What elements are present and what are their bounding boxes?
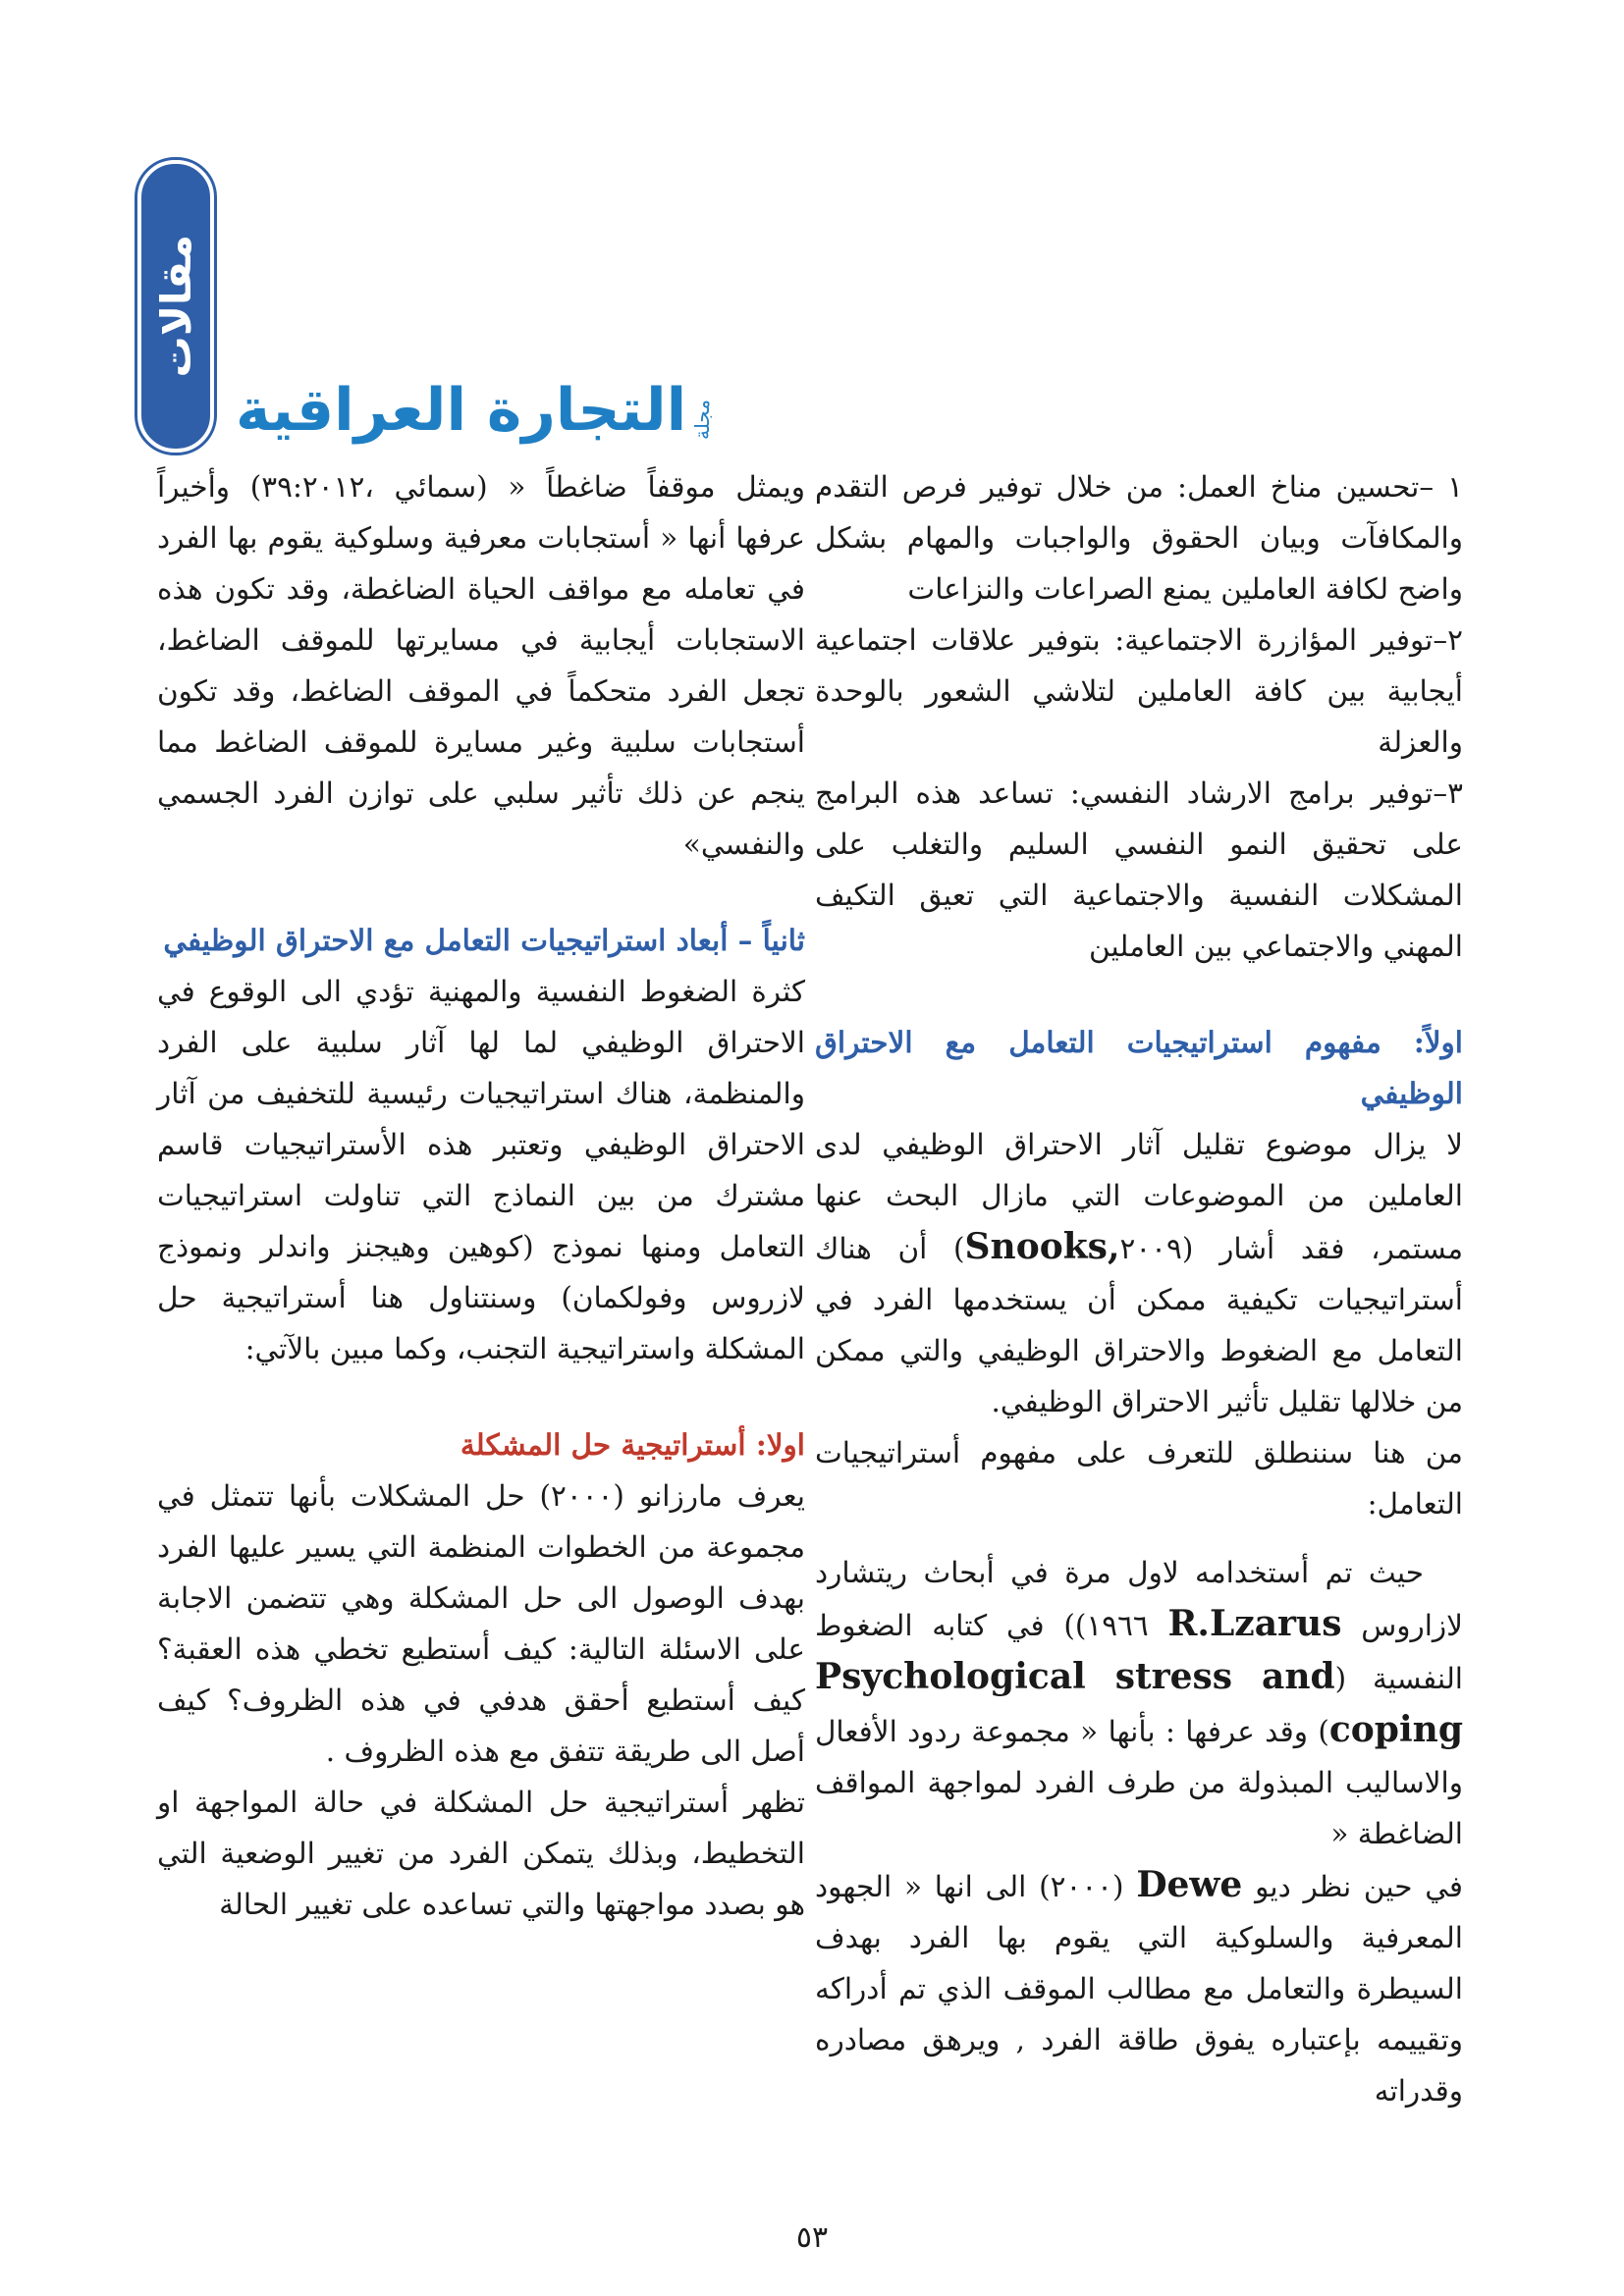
paragraph: [815, 1547, 1463, 1859]
text-run: ١٩٦٦)) في كتابه الضغوط النفسية (: [815, 1609, 1464, 1695]
paragraph: [815, 1119, 1463, 1427]
section-heading: اولاً: مفهوم استراتيجيات التعامل مع الاحتراق الوظيفي: [815, 1025, 1463, 1110]
paragraph: ٢–توفير المؤازرة الاجتماعية: بتوفير علاقات اجتماعية أيجابية بين كافة العاملين لتلاشي الشعور بالوحدة والعزلة: [815, 623, 1463, 759]
text-run: لا يزال موضوع تقليل آثار الاحتراق الوظيفي لدى العاملين من الموضوعات التي مازال البحث عنها مستمر، فقد أشار (: [815, 1128, 1464, 1265]
magazine-masthead: [236, 361, 715, 445]
text-run: في حين نظر ديو: [1242, 1870, 1463, 1903]
right-column: [815, 461, 1463, 2116]
latin-term: Dewe: [1136, 1864, 1243, 1905]
text-run: ٢٠٠٩) أن هناك أستراتيجيات تكيفية ممكن أن يستخدمها الفرد في التعامل مع الضغوط والاحتراق الوظيفي والتي ممكن من خلالها تقليل تأثير الاحتراق الوظيفي.: [815, 1232, 1463, 1418]
paragraph: يعرف مارزانو (٢٠٠٠) حل المشكلات بأنها تتمثل في مجموعة من الخطوات المنظمة التي يسير عليها الفرد بهدف الوصول الى حل المشكلة وهي تتضمن الاجابة على الاسئلة التالية: كيف أستطيع تخطي هذه العقبة؟ كيف أستطيع أحقق هدفي في هذه الظروف؟ كيف أصل الى طريقة تتفق مع هذه الظروف .: [157, 1479, 805, 1768]
latin-term: R.Lzarus: [1167, 1603, 1342, 1644]
latin-term: Snooks,: [964, 1226, 1120, 1267]
paragraph: [815, 1859, 1463, 2116]
subsection-heading: اولا: أستراتيجية حل المشكلة: [460, 1427, 805, 1462]
magazine-tag: مجلة: [690, 400, 715, 440]
section-tab: [137, 160, 214, 453]
section-label: مقالات: [151, 235, 200, 378]
text-run: ) وقد عرفها : بأنها « مجموعة ردود الأفعال والاساليب المبذولة من طرف الفرد لمواجهة المواقف الضاغطة «: [815, 1715, 1463, 1850]
text-run: حيث تم أستخدامه لاول مرة في أبحاث ريتشارد لازاروس: [815, 1556, 1463, 1642]
paragraph: ويمثل موقفاً ضاغطاً « (سمائي ،٣٩:٢٠١٢) وأخيراً عرفها أنها « أستجابات معرفية وسلوكية يقوم بها الفرد في تعامله مع مواقف الحياة الضاغطة، وقد تكون هذه الاستجابات أيجابية في مسايرتها للموقف الضاغط، تجعل الفرد متحكماً في الموقف الضاغط، وقد تكون أستجابات سلبية وغير مسايرة للموقف الضاغط مما ينجم عن ذلك تأثير سلبي على توازن الفرد الجسمي والنفسي»: [157, 470, 805, 861]
paragraph: تظهر أستراتيجية حل المشكلة في حالة المواجهة او التخطيط، وبذلك يتمكن الفرد من تغيير الوضعية التي هو بصدد مواجهتها والتي تساعده على تغيير الحالة: [157, 1786, 805, 1921]
paragraph: من هنا سننطلق للتعرف على مفهوم أستراتيجيات التعامل:: [815, 1436, 1463, 1521]
left-column: [157, 461, 805, 1930]
paragraph: ٣–توفير برامج الارشاد النفسي: تساعد هذه البرامج على تحقيق النمو النفسي السليم والتغلب على المشكلات النفسية والاجتماعية التي تعيق التكيف المهني والاجتماعي بين العاملين: [815, 776, 1463, 963]
paragraph: كثرة الضغوط النفسية والمهنية تؤدي الى الوقوع في الاحتراق الوظيفي لما لها آثار سلبية على الفرد والمنظمة، هناك استراتيجيات رئيسية للتخفيف من آثار الاحتراق الوظيفي وتعتبر هذه الأستراتيجيات قاسم مشترك من بين النماذج التي تناولت استراتيجيات التعامل ومنها نموذج (كوهين وهيجنز واندلر ونموذج لازروس وفولكمان) وسنتناول هنا أستراتيجية حل المشكلة واستراتيجية التجنب، وكما مبين بالآتي:: [157, 975, 805, 1365]
text-run: (٢٠٠٠) الى انها « الجهود المعرفية والسلوكية التي يقوم بها الفرد بهدف السيطرة والتعامل مع مطالب الموقف الذي تم أدراكه وتقييمه بإعتباره يفوق طاقة الفرد , ويرهق مصادره وقدراته: [815, 1870, 1463, 2108]
magazine-name: التجارة العراقية: [236, 376, 687, 445]
section-heading: ثانياً – أبعاد استراتيجيات التعامل مع الاحتراق الوظيفي: [163, 923, 805, 957]
page-number: ٥٣: [795, 2220, 829, 2255]
latin-term: Psychological stress and coping: [815, 1656, 1463, 1750]
paragraph: ١ –تحسين مناخ العمل: من خلال توفير فرص التقدم والمكافآت وبيان الحقوق والواجبات والمهام بشكل واضح لكافة العاملين يمنع الصراعات والنزاعات: [815, 470, 1463, 606]
